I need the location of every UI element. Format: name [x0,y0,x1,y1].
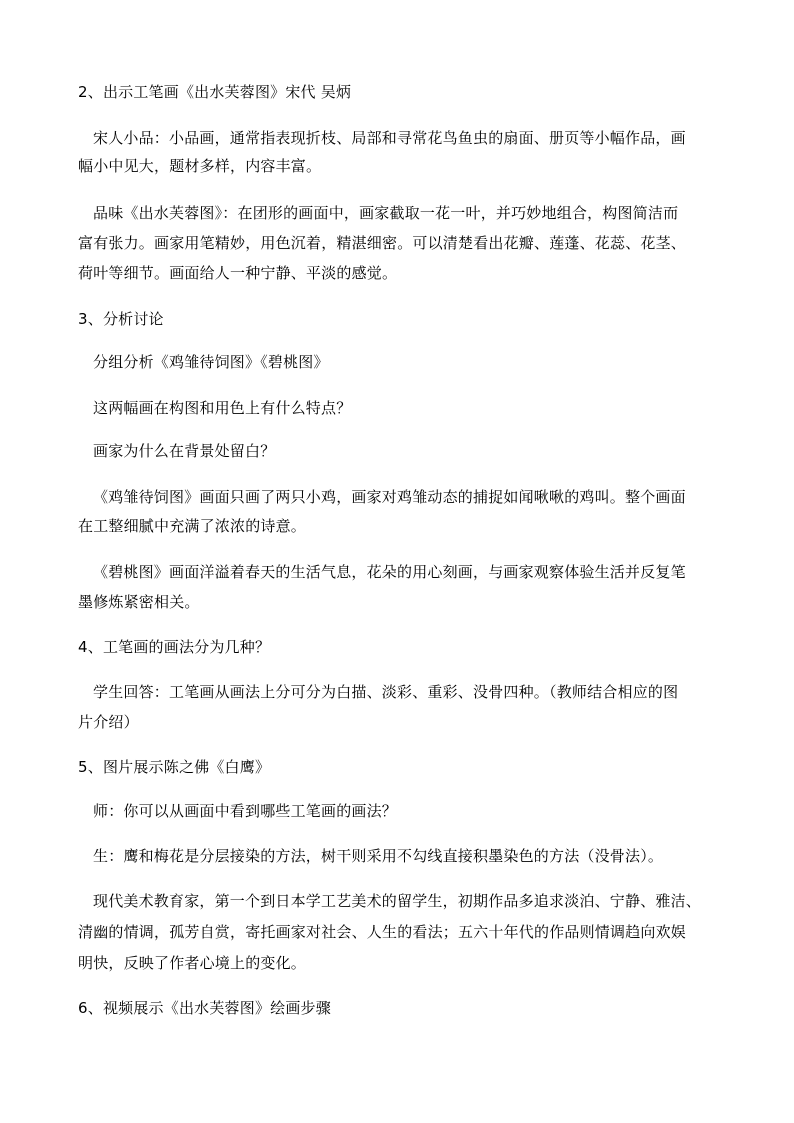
paragraph-line: 明快，反映了作者心境上的变化。 [78,954,307,972]
section-heading-4: 4、工笔画的画法分为几种？ [78,638,271,656]
section-heading-6: 6、视频展示《出水芙蓉图》绘画步骤 [78,999,331,1017]
paragraph-line: 生：鹰和梅花是分层接染的方法，树干则采用不勾线直接积墨染色的方法（没骨法）。 [93,847,664,865]
paragraph-line: 这两幅画在构图和用色上有什么特点？ [93,399,352,417]
paragraph-line: 片介绍） [78,713,139,731]
paragraph-line: 画家为什么在背景处留白？ [93,442,276,460]
paragraph-line: 在工整细腻中充满了浓浓的诗意。 [78,517,307,535]
paragraph-line: 幅小中见大，题材多样，内容丰富。 [78,157,322,175]
paragraph-line: 富有张力。画家用笔精妙，用色沉着，精湛细密。可以清楚看出花瓣、莲蓬、花蕊、花茎、 [78,234,687,252]
paragraph-line: 学生回答：工笔画从画法上分可分为白描、淡彩、重彩、没骨四种。（教师结合相应的图 [93,683,679,701]
paragraph-line: 现代美术教育家，第一个到日本学工艺美术的留学生，初期作品多追求淡泊、宁静、雅洁、 [93,892,702,910]
paragraph-line: 《鸡雏待饲图》画面只画了两只小鸡，画家对鸡雏动态的捕捉如闻啾啾的鸡叫。整个画面 [93,488,686,506]
paragraph-line: 师：你可以从画面中看到哪些工笔画的画法？ [93,802,398,820]
paragraph-line: 《碧桃图》画面洋溢着春天的生活气息，花朵的用心刻画，与画家观察体验生活并反复笔 [93,563,686,581]
paragraph-line: 荷叶等细节。画面给人一种宁静、平淡的感觉。 [78,264,398,282]
paragraph-line: 分组分析《鸡雏待饲图》《碧桃图》 [93,353,329,371]
paragraph-line: 品味《出水芙蓉图》：在团形的画面中，画家截取一花一叶，并巧妙地组合，构图简洁而 [93,204,679,222]
paragraph-line: 墨修炼紧密相关。 [78,593,200,611]
paragraph-line: 宋人小品：小品画，通常指表现折枝、局部和寻常花鸟鱼虫的扇面、册页等小幅作品，画 [93,129,686,147]
section-heading-3: 3、分析讨论 [78,310,164,328]
section-heading-5: 5、图片展示陈之佛《白鹰》 [78,758,271,776]
section-heading-2: 2、出示工笔画《出水芙蓉图》宋代 吴炳 [78,83,352,101]
paragraph-line: 清幽的情调，孤芳自赏，寄托画家对社会、人生的看法；五六十年代的作品则情调趋向欢娱 [78,923,687,941]
